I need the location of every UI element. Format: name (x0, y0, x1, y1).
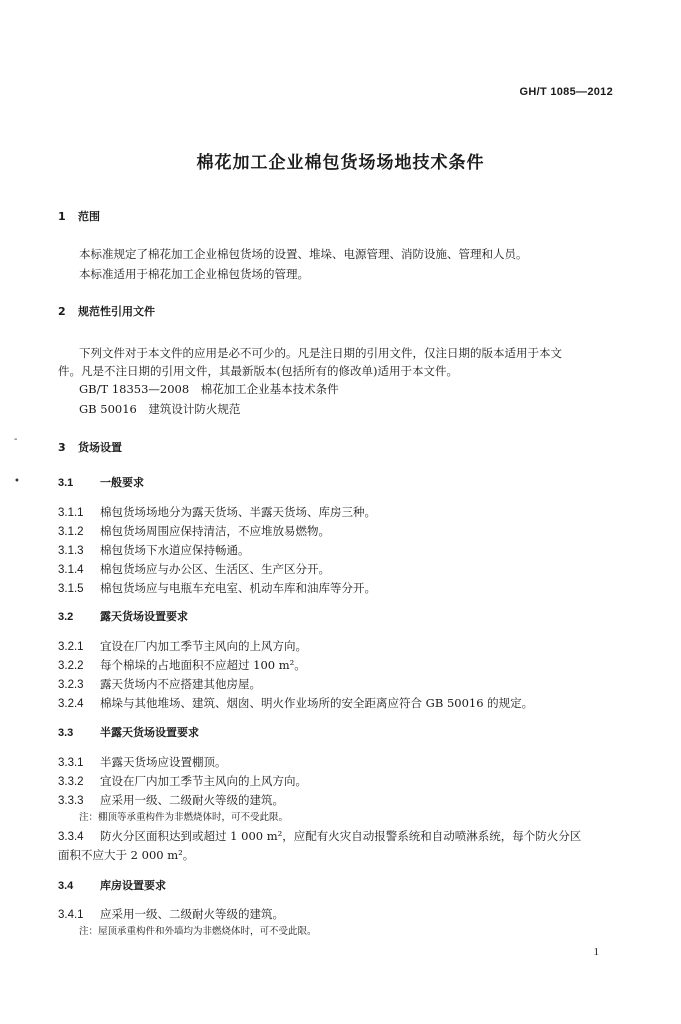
clause-continuation: 面积不应大于 2 000 m²。 (58, 848, 195, 862)
margin-mark: - (14, 434, 18, 445)
subsection-number: 3.1 (58, 477, 74, 489)
section-1-heading (58, 210, 100, 224)
subsection-number: 3.2 (58, 611, 74, 623)
section-number: 3 (58, 441, 66, 454)
clause-item: 3.1.2 棉包货场周围应保持清洁，不应堆放易燃物。 (58, 524, 330, 538)
reference-item: GB/T 18353—2008 棉花加工企业基本技术条件 (79, 382, 339, 396)
subsection-3-3-heading (58, 726, 199, 740)
subsection-title: 库房设置要求 (100, 879, 166, 892)
clause-item: 3.4.1 应采用一级、二级耐火等级的建筑。 (58, 907, 284, 921)
clause-item: 3.1.4 棉包货场应与办公区、生活区、生产区分开。 (58, 562, 330, 576)
note: 注：棚顶等承重构件为非燃烧体时，可不受此限。 (79, 812, 289, 823)
clause-item: 3.3.3 应采用一级、二级耐火等级的建筑。 (58, 793, 284, 807)
subsection-title: 露天货场设置要求 (100, 610, 188, 623)
clause-item: 3.2.2 每个棉垛的占地面积不应超过 100 m²。 (58, 658, 306, 672)
subsection-3-4-heading (58, 879, 166, 893)
document-title: 棉花加工企业棉包货场场地技术条件 (196, 153, 485, 173)
subsection-title: 半露天货场设置要求 (100, 726, 199, 739)
subsection-3-2-heading (58, 610, 188, 624)
paragraph-line: 下列文件对于本文件的应用是必不可少的。凡是注日期的引用文件，仅注日期的版本适用于本文 (79, 346, 562, 360)
section-title: 范围 (78, 210, 100, 223)
paragraph: 本标准规定了棉花加工企业棉包货场的设置、堆垛、电源管理、消防设施、管理和人员。 (79, 247, 528, 261)
margin-mark: • (14, 476, 20, 487)
clause-item: 3.2.3 露天货场内不应搭建其他房屋。 (58, 677, 261, 691)
page-number: 1 (593, 946, 599, 958)
section-title: 货场设置 (78, 441, 122, 454)
section-3-heading (58, 441, 122, 455)
note: 注：屋顶承重构件和外墙均为非燃烧体时，可不受此限。 (79, 926, 317, 937)
subsection-number: 3.4 (58, 880, 74, 892)
paragraph-line: 件。凡是不注日期的引用文件，其最新版本(包括所有的修改单)适用于本文件。 (58, 364, 458, 378)
clause-item: 3.3.1 半露天货场应设置棚顶。 (58, 755, 227, 769)
subsection-title: 一般要求 (100, 476, 144, 489)
standard-code: GH/T 1085—2012 (519, 86, 613, 98)
clause-item: 3.2.1 宜设在厂内加工季节主风向的上风方向。 (58, 639, 307, 653)
clause-item: 3.2.4 棉垛与其他堆场、建筑、烟囱、明火作业场所的安全距离应符合 GB 50016 的规定。 (58, 696, 534, 710)
clause-item: 3.1.3 棉包货场下水道应保持畅通。 (58, 543, 250, 557)
section-number: 1 (58, 210, 66, 223)
subsection-3-1-heading (58, 476, 144, 490)
clause-item: 3.3.2 宜设在厂内加工季节主风向的上风方向。 (58, 774, 307, 788)
section-title: 规范性引用文件 (78, 305, 155, 318)
section-2-heading (58, 305, 155, 319)
clause-item: 3.3.4 防火分区面积达到或超过 1 000 m²，应配有火灾自动报警系统和自动喷淋系统，每个防火分区 (58, 829, 582, 843)
clause-item: 3.1.5 棉包货场应与电瓶车充电室、机动车库和油库等分开。 (58, 581, 376, 595)
paragraph: 本标准适用于棉花加工企业棉包货场的管理。 (79, 267, 309, 281)
subsection-number: 3.3 (58, 727, 74, 739)
section-number: 2 (58, 305, 66, 318)
reference-item: GB 50016 建筑设计防火规范 (79, 402, 241, 416)
clause-item: 3.1.1 棉包货场场地分为露天货场、半露天货场、库房三种。 (58, 505, 376, 519)
